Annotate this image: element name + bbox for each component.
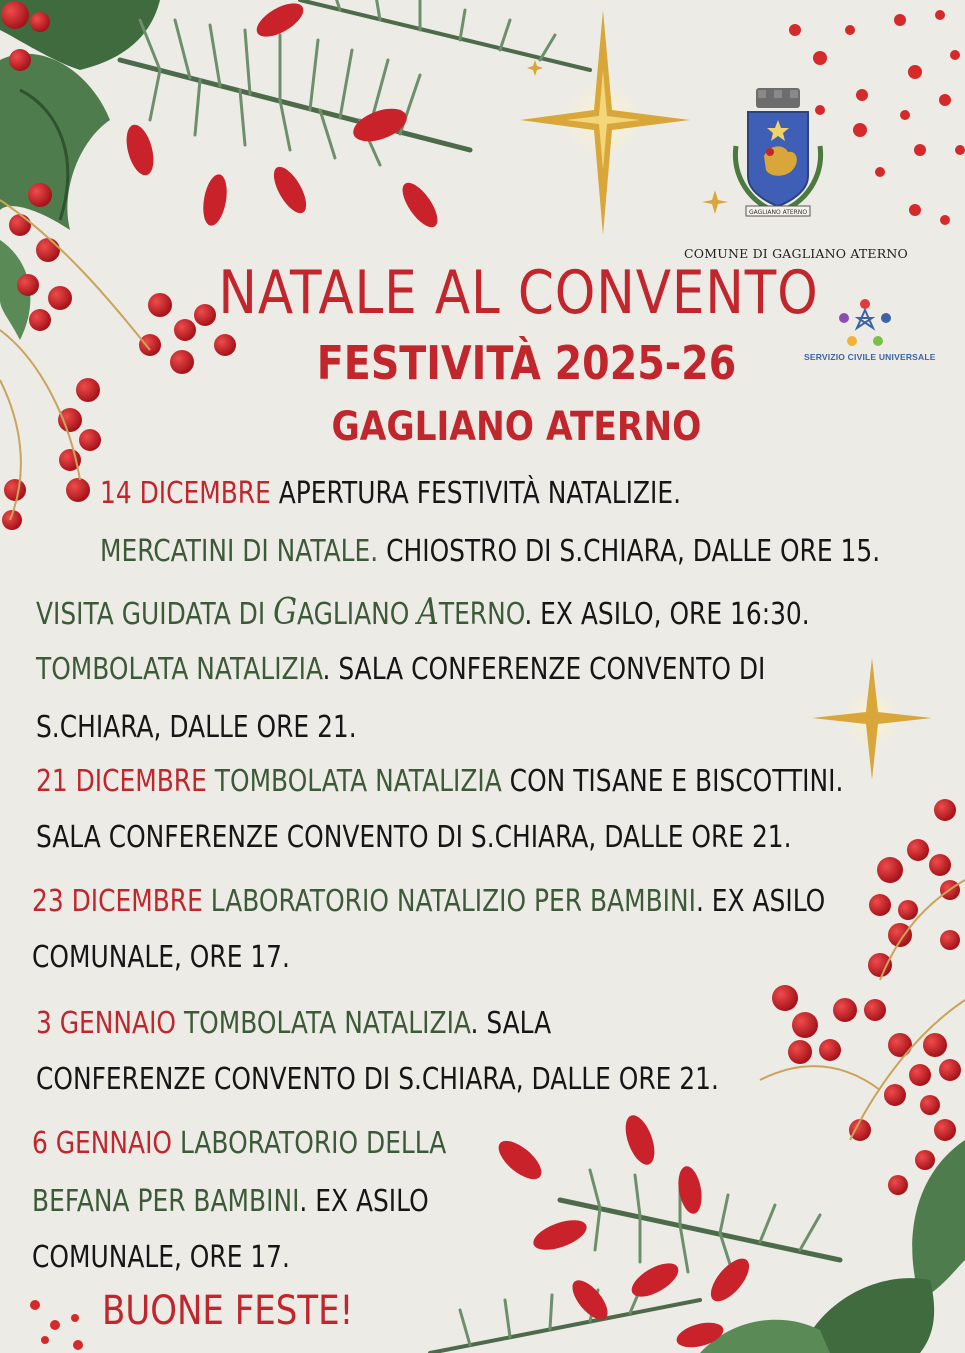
event-text: . EX ASILO	[299, 1184, 429, 1219]
event-6-gennaio	[32, 1126, 446, 1161]
event-tombolata-1-cont: S.CHIARA, DALLE ORE 21.	[36, 710, 357, 745]
event-21-dicembre	[36, 764, 843, 799]
gold-star-icon	[812, 658, 932, 780]
holly-leaves-icon	[700, 1140, 965, 1353]
event-name-part: AGLIANO	[296, 597, 418, 632]
event-text: CHIOSTRO DI S.CHIARA, DALLE ORE 15.	[386, 534, 881, 569]
event-text: CON TISANE E BISCOTTINI.	[509, 764, 844, 799]
event-6-gennaio-cont	[32, 1184, 429, 1219]
event-date: 6 GENNAIO	[32, 1126, 173, 1161]
event-name-initial: A	[417, 592, 439, 633]
event-date: 23 DICEMBRE	[32, 884, 203, 919]
title-main: NATALE AL CONVENTO	[218, 258, 819, 328]
servizio-civile-label: SERVIZIO CIVILE UNIVERSALE	[804, 352, 936, 362]
event-name: LABORATORIO DELLA	[179, 1126, 447, 1161]
event-6-gennaio-cont2: COMUNALE, ORE 17.	[32, 1240, 290, 1275]
title-sub: FESTIVITÀ 2025-26	[316, 336, 737, 390]
event-date: 21 DICEMBRE	[36, 764, 207, 799]
pine-branch-icon	[120, 0, 590, 165]
berry-icons	[772, 799, 961, 1195]
event-tombolata-1	[36, 652, 765, 687]
event-name-part: VISITA GUIDATA DI	[36, 597, 274, 632]
event-text: APERTURA FESTIVITÀ NATALIZIE.	[278, 476, 682, 511]
crest-motto: GAGLIANO ATERNO	[748, 209, 808, 216]
event-mercatini	[100, 534, 880, 569]
event-name: BEFANA PER BAMBINI	[32, 1184, 300, 1219]
event-date: 14 DICEMBRE	[100, 476, 271, 511]
event-name: TOMBOLATA NATALIZIA	[36, 652, 323, 687]
event-date: 3 GENNAIO	[36, 1006, 177, 1041]
event-name: MERCATINI DI NATALE.	[100, 534, 379, 569]
event-name: LABORATORIO NATALIZIO PER BAMBINI	[210, 884, 696, 919]
event-3-gennaio	[36, 1006, 551, 1041]
closing-greeting: BUONE FESTE!	[102, 1288, 354, 1334]
event-name-part: TERNO	[438, 597, 525, 632]
comune-label: COMUNE DI GAGLIANO ATERNO	[684, 246, 908, 261]
event-14-dicembre	[100, 476, 681, 511]
event-text: . EX ASILO	[695, 884, 826, 919]
event-name-initial: G	[273, 592, 297, 633]
event-23-dicembre-cont: COMUNALE, ORE 17.	[32, 940, 290, 975]
event-visita-guidata	[36, 592, 810, 633]
event-text: . SALA	[470, 1006, 552, 1041]
comune-crest-icon	[726, 86, 830, 226]
event-23-dicembre	[32, 884, 825, 919]
event-name	[36, 592, 525, 633]
event-text: . SALA CONFERENZE CONVENTO DI	[322, 652, 766, 687]
title-place: GAGLIANO ATERNO	[331, 404, 702, 450]
event-name: TOMBOLATA NATALIZIA	[183, 1006, 471, 1041]
event-3-gennaio-cont: CONFERENZE CONVENTO DI S.CHIARA, DALLE ORE 21.	[36, 1062, 719, 1097]
event-21-dicembre-cont: SALA CONFERENZE CONVENTO DI S.CHIARA, DALLE ORE 21.	[36, 820, 792, 855]
event-text: . EX ASILO, ORE 16:30.	[524, 597, 810, 632]
event-name: TOMBOLATA NATALIZIA	[214, 764, 502, 799]
